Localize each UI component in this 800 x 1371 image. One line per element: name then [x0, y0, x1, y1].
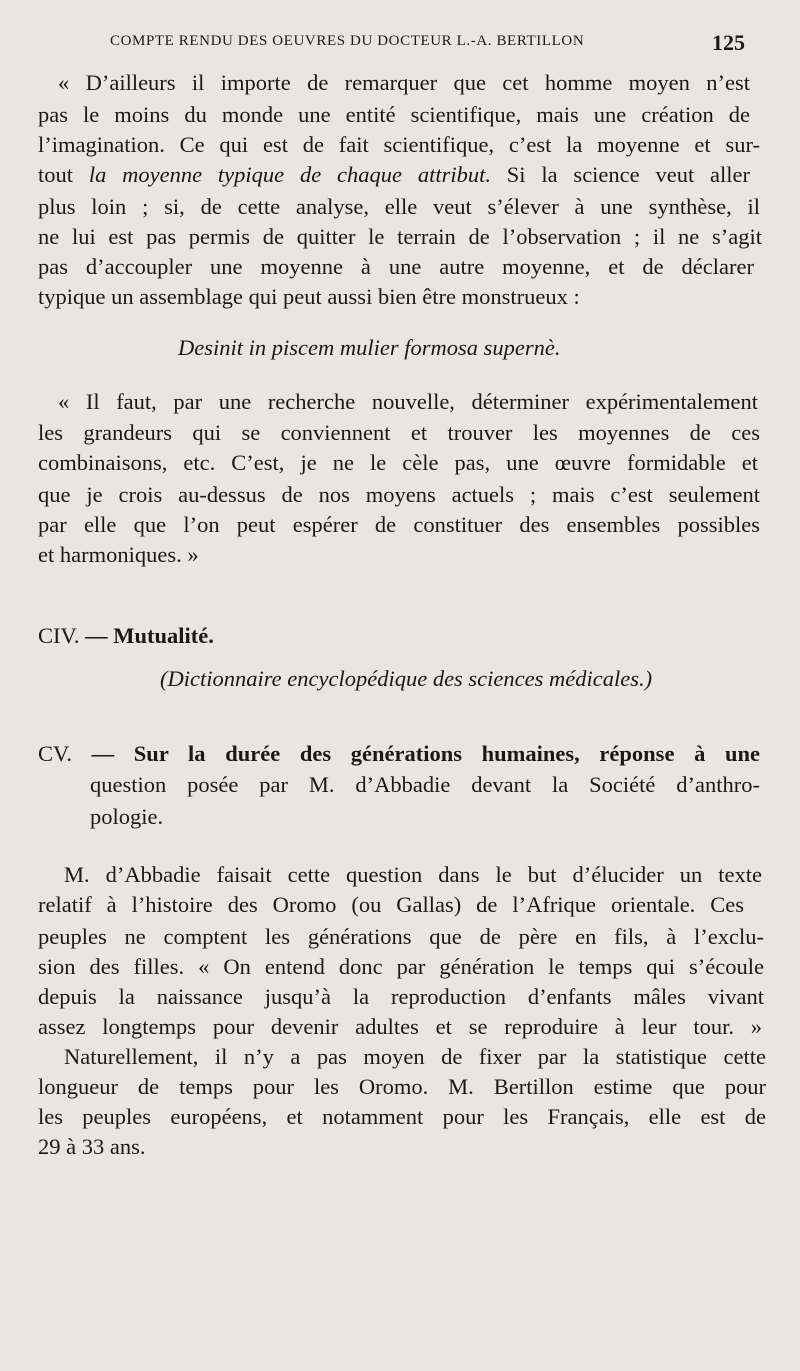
text-line: ne lui est pas permis de quitter le terrain de l’observation ; il ne s’agit — [38, 224, 762, 249]
section-title: — Sur la durée des générations humaines, réponse à une — [71, 741, 760, 766]
section-number: CV. — [38, 741, 72, 766]
text-line: relatif à l’histoire des Oromo (ou Gallas) de l’Afrique orientale. Ces — [38, 892, 744, 917]
text-line: pas d’accoupler une moyenne à une autre moyenne, et de déclarer — [38, 254, 754, 279]
section-title-line: question posée par M. d’Abbadie devant la Société d’anthro- — [90, 772, 760, 797]
section-heading-civ — [38, 621, 762, 651]
text-line: que je crois au-dessus de nos moyens actuels ; mais c’est seulement — [38, 482, 760, 507]
section-heading-cv — [38, 739, 760, 769]
text-line: typique un assemblage qui peut aussi bien être monstrueux : — [38, 284, 580, 309]
text-line: par elle que l’on peut espérer de constituer des ensembles possibles — [38, 512, 760, 537]
latin-quotation: Desinit in piscem mulier formosa supernè. — [178, 335, 561, 360]
italic-phrase: la moyenne typique de chaque attribut. — [88, 162, 491, 187]
text-line: depuis la naissance jusqu’à la reproduction d’enfants mâles vivant — [38, 984, 764, 1009]
section-number: CIV. — [38, 623, 80, 648]
text-line: combinaisons, etc. C’est, je ne le cèle pas, une œuvre formidable et — [38, 450, 758, 475]
text-run: tout — [38, 162, 89, 187]
running-header: COMPTE RENDU DES OEUVRES DU DOCTEUR L.-A. BERTILLON — [110, 33, 585, 49]
section-title-line: pologie. — [90, 804, 164, 829]
text-line: M. d’Abbadie faisait cette question dans le but d’élucider un texte — [64, 862, 762, 887]
text-line: sion des filles. « On entend donc par génération le temps qui s’écoule — [38, 954, 764, 979]
text-line: les grandeurs qui se conviennent et trouver les moyennes de ces — [38, 420, 760, 445]
text-line: pas le moins du monde une entité scientifique, mais une création de — [38, 102, 750, 127]
text-line: assez longtemps pour devenir adultes et se reproduire à leur tour. » — [38, 1014, 762, 1039]
text-line: les peuples européens, et notamment pour les Français, elle est de — [38, 1104, 766, 1129]
page-number: 125 — [712, 30, 745, 55]
text-line — [38, 160, 750, 190]
text-line: « D’ailleurs il importe de remarquer que cet homme moyen n’est — [58, 70, 750, 95]
text-line: « Il faut, par une recherche nouvelle, déterminer expérimentalement — [58, 389, 758, 414]
text-line: longueur de temps pour les Oromo. M. Bertillon estime que pour — [38, 1074, 766, 1099]
text-line: l’imagination. Ce qui est de fait scientifique, c’est la moyenne et sur- — [38, 132, 760, 157]
text-line: 29 à 33 ans. — [38, 1134, 146, 1159]
text-run: Si la science veut aller — [490, 162, 750, 187]
source-citation: (Dictionnaire encyclopédique des sciences médicales.) — [160, 666, 653, 691]
section-title: — Mutualité. — [79, 623, 214, 648]
text-line: peuples ne comptent les générations que de père en fils, à l’exclu- — [38, 924, 764, 949]
text-line: et harmoniques. » — [38, 542, 199, 567]
text-line: plus loin ; si, de cette analyse, elle veut s’élever à une synthèse, il — [38, 194, 760, 219]
text-line: Naturellement, il n’y a pas moyen de fixer par la statistique cette — [64, 1044, 766, 1069]
